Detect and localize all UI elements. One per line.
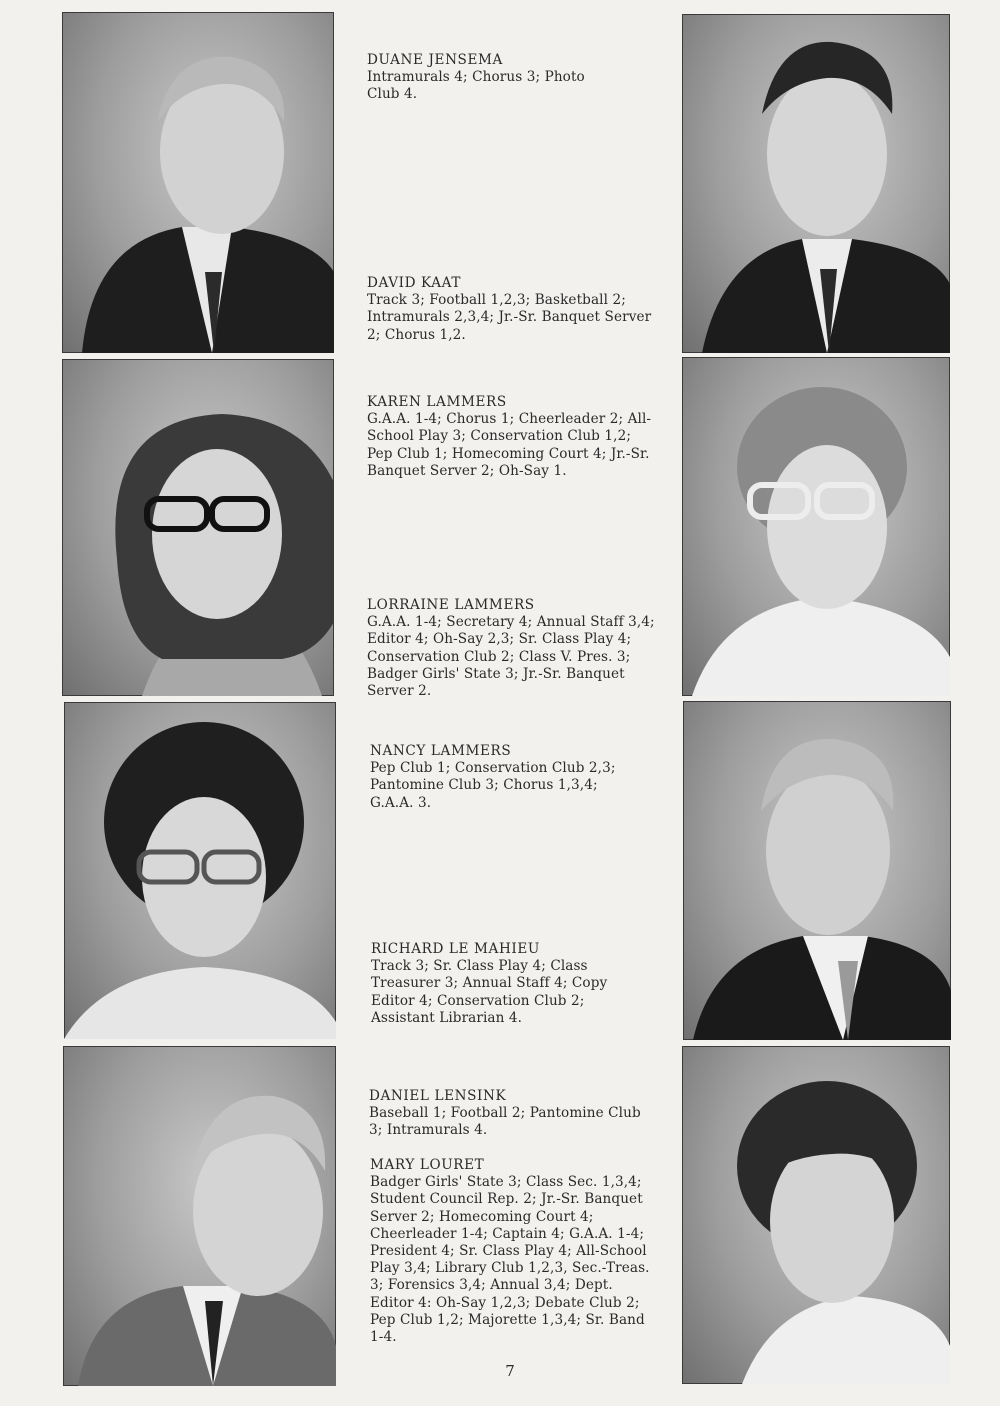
student-activities: G.A.A. 1-4; Chorus 1; Cheerleader 2; All-School Play 3; Conservation Club 1,2; Pep Club 1; Homecoming Court 4; Jr.-Sr. Banquet Server 2; Oh-Say 1. — [367, 411, 652, 479]
portrait-silhouette — [62, 359, 334, 696]
student-activities: Track 3; Football 1,2,3; Basketball 2; Intramurals 2,3,4; Jr.-Sr. Banquet Server 2; Chorus 1,2. — [367, 292, 652, 343]
student-name: LORRAINE LAMMERS — [367, 597, 535, 613]
student-bio — [367, 52, 667, 104]
student-name: DUANE JENSEMA — [367, 52, 503, 68]
portrait-photo-lorraine-lammers — [682, 357, 950, 696]
student-bio — [370, 1157, 670, 1346]
student-bio — [369, 1088, 669, 1140]
portrait-silhouette — [683, 701, 951, 1040]
page-number: 7 — [505, 1362, 515, 1380]
student-activities: Baseball 1; Football 2; Pantomine Club 3; Intramurals 4. — [369, 1105, 641, 1139]
portrait-photo-daniel-lensink — [63, 1046, 336, 1386]
portrait-silhouette — [63, 1046, 336, 1386]
student-activities: Badger Girls' State 3; Class Sec. 1,3,4; Student Council Rep. 2; Jr.-Sr. Banquet Server 2; Homecoming Court 4; Cheerleader 1-4; Captain 4; G.A.A. 1-4; President 4; Sr. Class Play 4; All-School Play 3,4; Library Club 1,2,3, Sec.-Treas. 3; Forensics 3,4; Annual 3,4; Dept. Editor 4: Oh-Say 1,2,3; Debate Club 2; Pep Club 1,2; Majorette 1,3,4; Sr. Band 1-4. — [370, 1174, 650, 1346]
student-name: MARY LOURET — [370, 1157, 485, 1173]
student-name: NANCY LAMMERS — [370, 743, 512, 759]
student-bio — [370, 743, 670, 812]
portrait-silhouette — [62, 12, 334, 353]
student-bio — [371, 941, 671, 1027]
student-name: KAREN LAMMERS — [367, 394, 507, 410]
student-activities: Track 3; Sr. Class Play 4; Class Treasurer 3; Annual Staff 4; Copy Editor 4; Conservation Club 2; Assistant Librarian 4. — [371, 958, 608, 1026]
portrait-photo-duane-jensema — [62, 12, 334, 353]
portrait-photo-mary-louret — [682, 1046, 950, 1384]
student-name: DAVID KAAT — [367, 275, 462, 291]
portrait-photo-nancy-lammers — [64, 702, 336, 1039]
portrait-photo-richard-le-mahieu — [683, 701, 951, 1040]
portrait-silhouette — [682, 14, 950, 353]
portrait-silhouette — [682, 357, 950, 696]
portrait-photo-david-kaat — [682, 14, 950, 353]
student-activities: Pep Club 1; Conservation Club 2,3; Pantomine Club 3; Chorus 1,3,4; G.A.A. 3. — [370, 760, 616, 811]
student-bio — [367, 597, 667, 700]
portrait-silhouette — [64, 702, 336, 1039]
student-bio — [367, 275, 667, 344]
portrait-photo-karen-lammers — [62, 359, 334, 696]
portrait-silhouette — [682, 1046, 950, 1384]
student-bio — [367, 394, 667, 480]
student-name: RICHARD LE MAHIEU — [371, 941, 540, 957]
student-activities: G.A.A. 1-4; Secretary 4; Annual Staff 3,4; Editor 4; Oh-Say 2,3; Sr. Class Play 4; Conservation Club 2; Class V. Pres. 3; Badger Girls' State 3; Jr.-Sr. Banquet Server 2. — [367, 614, 655, 700]
student-name: DANIEL LENSINK — [369, 1088, 507, 1104]
student-activities: Intramurals 4; Chorus 3; Photo Club 4. — [367, 69, 585, 103]
